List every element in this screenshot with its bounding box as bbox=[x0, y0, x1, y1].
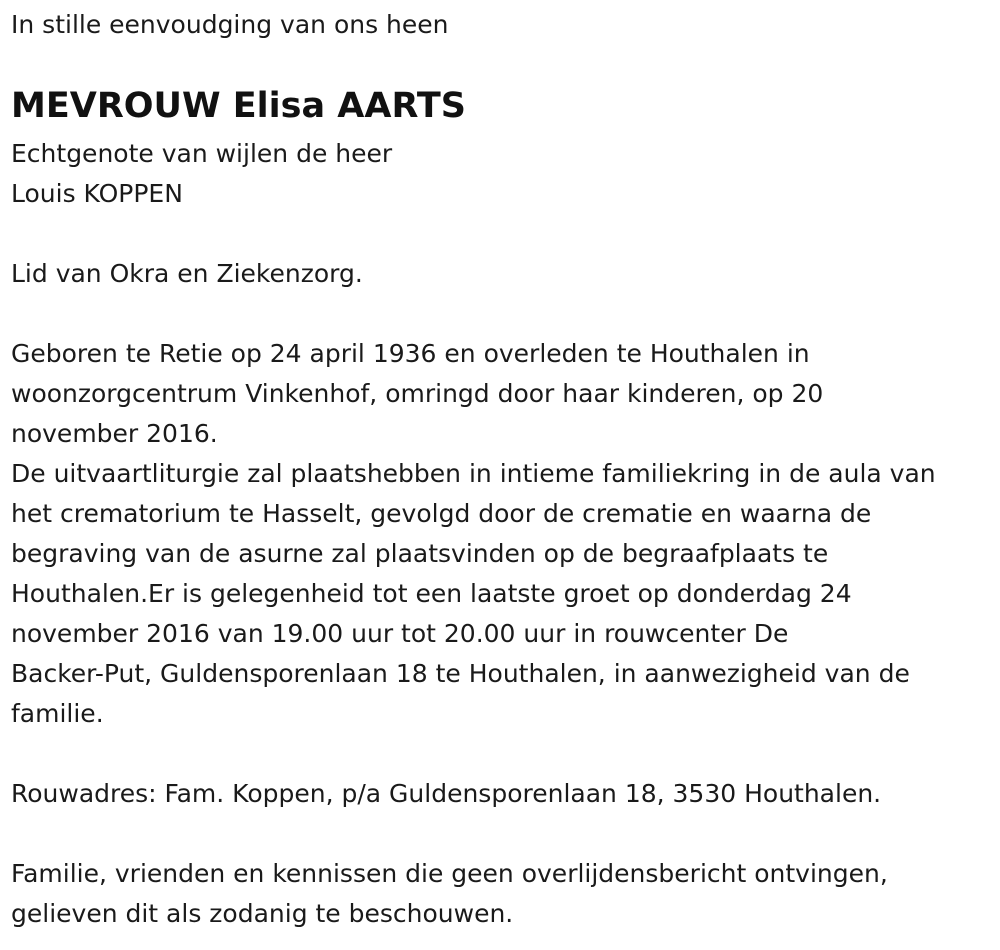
deceased-name: MEVROUW Elisa AARTS bbox=[11, 86, 466, 126]
body-line: Backer-Put, Guldensporenlaan 18 te Houthalen, in aanwezigheid van de bbox=[11, 659, 910, 688]
body-line: november 2016. bbox=[11, 419, 218, 448]
mourning-address: Rouwadres: Fam. Koppen, p/a Guldensporenlaan 18, 3530 Houthalen. bbox=[11, 779, 882, 808]
membership-text: Lid van Okra en Ziekenzorg. bbox=[11, 259, 363, 288]
intro-text: In stille eenvoudging van ons heen bbox=[11, 10, 449, 39]
spouse-line-2: Louis KOPPEN bbox=[11, 179, 183, 208]
body-line: begraving van de asurne zal plaatsvinden op de begraafplaats te bbox=[11, 539, 829, 568]
body-line: De uitvaartliturgie zal plaatshebben in intieme familiekring in de aula van bbox=[11, 459, 936, 488]
body-line: woonzorgcentrum Vinkenhof, omringd door haar kinderen, op 20 bbox=[11, 379, 824, 408]
body-line: familie. bbox=[11, 699, 104, 728]
spouse-line-1: Echtgenote van wijlen de heer bbox=[11, 139, 393, 168]
closing-line-2: gelieven dit als zodanig te beschouwen. bbox=[11, 899, 514, 928]
body-line: november 2016 van 19.00 uur tot 20.00 uur in rouwcenter De bbox=[11, 619, 789, 648]
body-line: Houthalen.Er is gelegenheid tot een laatste groet op donderdag 24 bbox=[11, 579, 852, 608]
body-line: het crematorium te Hasselt, gevolgd door de crematie en waarna de bbox=[11, 499, 872, 528]
body-line: Geboren te Retie op 24 april 1936 en overleden te Houthalen in bbox=[11, 339, 810, 368]
closing-line-1: Familie, vrienden en kennissen die geen overlijdensbericht ontvingen, bbox=[11, 859, 888, 888]
